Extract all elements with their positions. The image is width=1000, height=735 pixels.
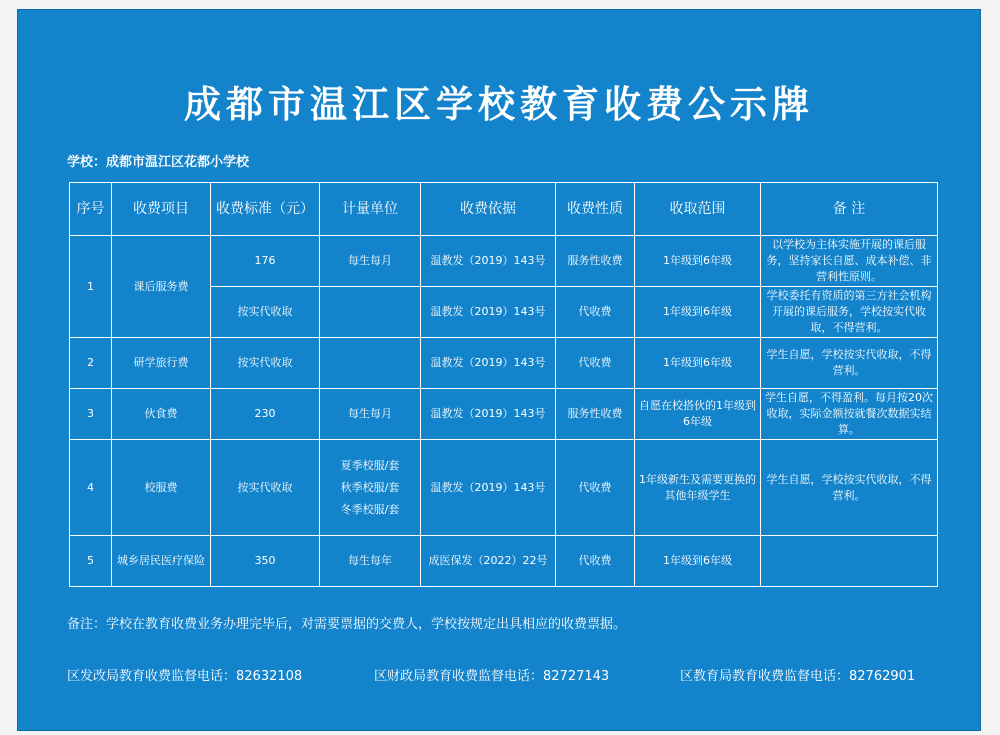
col-header-remark: 备 注 [761,183,938,236]
row-item: 伙食费 [112,389,211,440]
row-basis: 温教发（2019）143号 [421,287,556,338]
school-name: 学校：成都市温江区花都小学校 [67,155,250,170]
row-item: 城乡居民医疗保险 [112,536,211,587]
row-basis: 温教发（2019）143号 [421,389,556,440]
row-remark: 以学校为主体实施开展的课后服务，坚持家长自愿、成本补偿、非营利性原则。 [761,236,938,287]
row-no: 5 [70,536,112,587]
unit-summer: 夏季校服/套 [340,458,400,472]
table-row [70,440,938,536]
row-unit: 每生每月 [320,236,421,287]
row-unit-list [320,440,421,536]
row-unit [320,338,421,389]
row-basis: 温教发（2019）143号 [421,236,556,287]
col-header-scope: 收取范围 [635,183,761,236]
col-header-unit: 计量单位 [320,183,421,236]
hotline-education: 区教育局教育收费监督电话：82762901 [680,669,916,684]
col-header-nature: 收费性质 [556,183,635,236]
row-nature: 服务性收费 [556,389,635,440]
row-basis: 成医保发（2022）22号 [421,536,556,587]
row-scope: 1年级到6年级 [635,287,761,338]
row-standard: 230 [211,389,320,440]
row-item: 研学旅行费 [112,338,211,389]
fee-table [69,182,938,587]
row-nature: 服务性收费 [556,236,635,287]
row-scope: 1年级到6年级 [635,338,761,389]
row-scope: 自愿在校搭伙的1年级到6年级 [635,389,761,440]
row-standard: 350 [211,536,320,587]
row-scope: 1年级新生及需要更换的其他年级学生 [635,440,761,536]
row-standard: 按实代收取 [211,440,320,536]
row-basis: 温教发（2019）143号 [421,338,556,389]
col-header-no: 序号 [70,183,112,236]
row-unit: 每生每年 [320,536,421,587]
hotline-development-reform: 区发改局教育收费监督电话：82632108 [67,669,303,684]
row-standard: 176 [211,236,320,287]
notice-board [17,9,981,731]
row-remark: 学生自愿，不得盈利。每月按20次收取，实际金额按就餐次数据实结算。 [761,389,938,440]
row-no: 3 [70,389,112,440]
row-item: 校服费 [112,440,211,536]
table-row [70,536,938,587]
row-nature: 代收费 [556,536,635,587]
row-standard: 按实代收取 [211,287,320,338]
row-remark: 学校委托有资质的第三方社会机构开展的课后服务，学校按实代收取，不得营利。 [761,287,938,338]
row-nature: 代收费 [556,287,635,338]
col-header-basis: 收费依据 [421,183,556,236]
table-row [70,338,938,389]
row-item: 课后服务费 [112,236,211,338]
row-no: 2 [70,338,112,389]
col-header-item: 收费项目 [112,183,211,236]
footnote: 备注：学校在教育收费业务办理完毕后，对需要票据的交费人，学校按规定出具相应的收费票据。 [67,617,627,632]
row-no: 4 [70,440,112,536]
row-remark [761,536,938,587]
row-basis: 温教发（2019）143号 [421,440,556,536]
table-row [70,236,938,287]
row-no: 1 [70,236,112,338]
table-header-row [70,183,938,236]
row-scope: 1年级到6年级 [635,536,761,587]
row-remark: 学生自愿，学校按实代收取，不得营利。 [761,440,938,536]
unit-winter: 冬季校服/套 [340,502,400,516]
row-unit [320,287,421,338]
unit-autumn: 秋季校服/套 [340,480,400,494]
row-unit: 每生每月 [320,389,421,440]
board-title: 成都市温江区学校教育收费公示牌 [184,83,814,126]
hotline-finance: 区财政局教育收费监督电话：82727143 [374,669,610,684]
row-remark: 学生自愿，学校按实代收取，不得营利。 [761,338,938,389]
row-standard: 按实代收取 [211,338,320,389]
row-nature: 代收费 [556,338,635,389]
row-scope: 1年级到6年级 [635,236,761,287]
col-header-standard: 收费标准（元） [211,183,320,236]
row-nature: 代收费 [556,440,635,536]
table-row [70,389,938,440]
